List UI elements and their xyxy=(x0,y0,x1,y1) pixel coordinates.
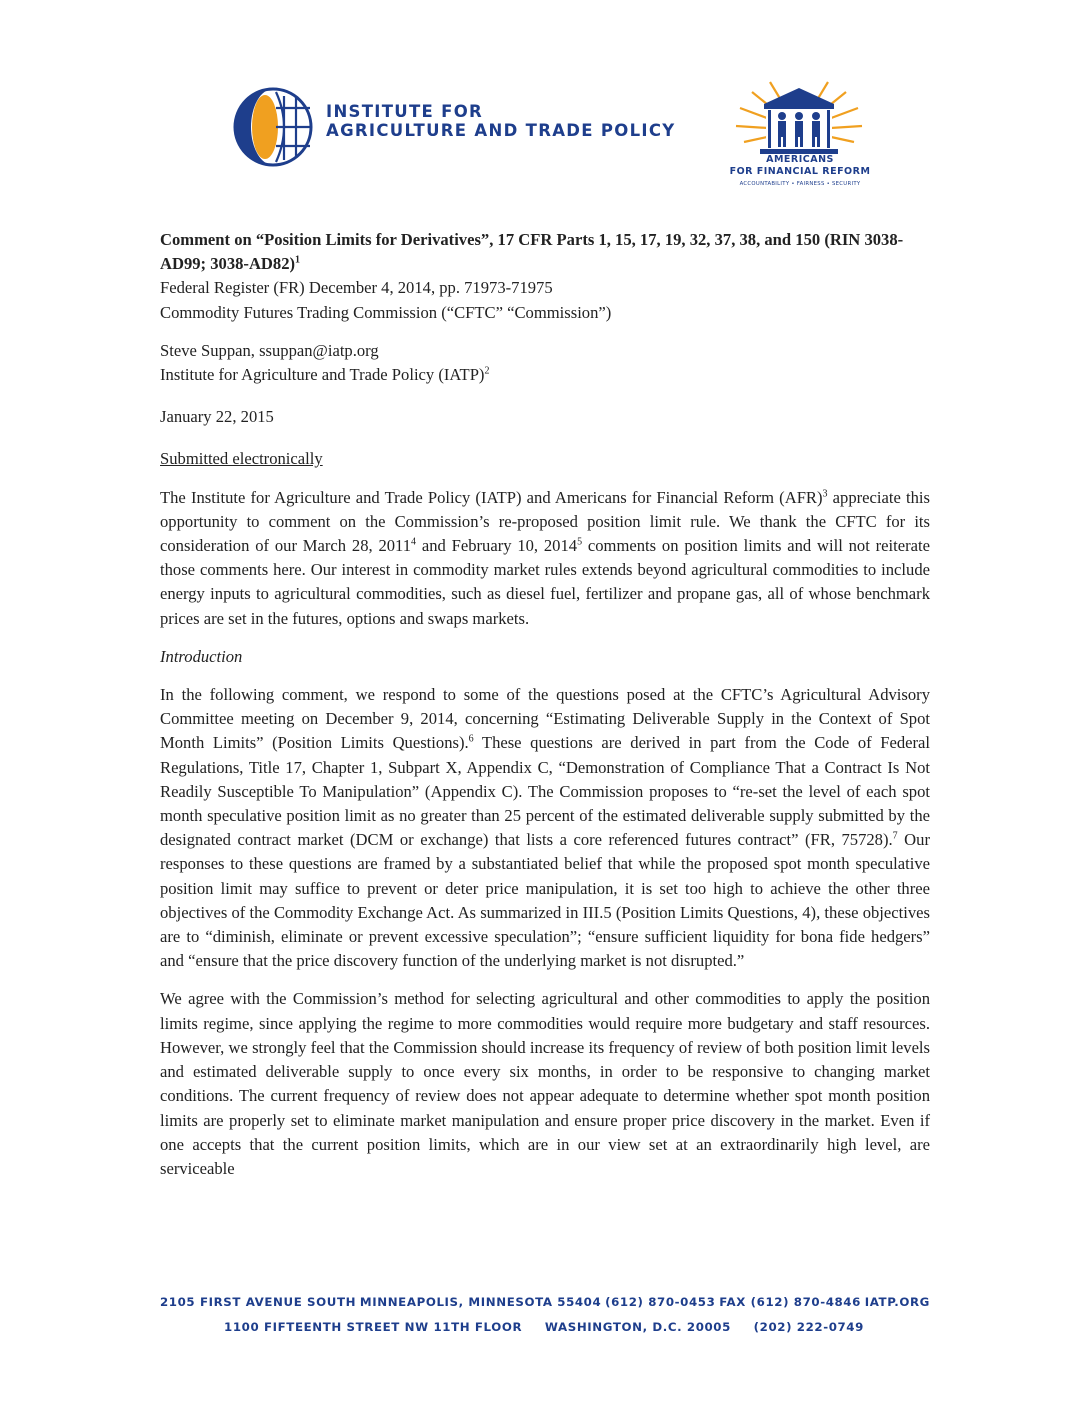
p1-text-a: The Institute for Agriculture and Trade Policy (IATP) and Americans for Financial Reform (AFR) xyxy=(160,487,823,507)
afr-wordmark-line1: AMERICANS xyxy=(766,154,834,165)
afr-wordmark xyxy=(720,154,880,178)
footer-dc-city: WASHINGTON, D.C. 20005 xyxy=(544,1320,731,1334)
afr-tagline: ACCOUNTABILITY • FAIRNESS • SECURITY xyxy=(739,181,861,187)
p2-text-a: In the following comment, we respond to some of the questions posed at the CFTC’s Agricultural Advisory Committee meeting on December 9, 2014, concerning “Estimating Deliverable Supply in the Context of Spot Month Limits” (Position Limits Questions). xyxy=(160,685,930,753)
p1-text-d: comments on position limits and will not reiterate those comments here. Our interest in commodity market rules extends beyond agricultural commodities to include energy inputs to agricultural commodities, such as diesel fuel, fertilizer and propane gas, all of whose benchmark prices are set in the futures, options and swaps markets. xyxy=(160,536,930,628)
footnote-ref-6[interactable]: 6 xyxy=(468,733,474,745)
footnote-ref-3[interactable]: 3 xyxy=(822,488,828,500)
iatp-globe-icon xyxy=(232,86,314,168)
paragraph-review-frequency: We agree with the Commission’s method for selecting agricultural and other commodities to apply the position limits regime, since applying the regime to more commodities would require more budgetary and staff resources. However, we strongly feel that the Commission should increase its frequency of review of both position limit levels and estimated deliverable supply to once every six months, in order to be responsive to changing market conditions. The current frequency of review does not appear adequate to determine whether spot month position limits are properly set to eliminate market manipulation and ensure proper price discovery in the market. Even if one accepts that the current position limits, which are in our view set at an extraordinarily high level, are serviceable xyxy=(160,989,930,1178)
footnote-ref-2[interactable]: 2 xyxy=(484,365,490,377)
footnote-ref-5[interactable]: 5 xyxy=(577,536,583,548)
iatp-wordmark-line2: AGRICULTURE AND TRADE POLICY xyxy=(326,121,676,140)
footer-phone: (612) 870-0453 xyxy=(605,1295,716,1309)
section-heading-introduction: Introduction xyxy=(160,646,243,666)
footer-dc-street: 1100 FIFTEENTH STREET NW 11TH FLOOR xyxy=(224,1320,523,1334)
afr-wordmark-line2: FOR FINANCIAL REFORM xyxy=(729,166,871,177)
submitted-note: Submitted electronically xyxy=(160,449,323,469)
footnote-ref-7[interactable]: 7 xyxy=(892,830,898,842)
organization-text: Institute for Agriculture and Trade Policy (IATP) xyxy=(160,365,485,385)
footer-website-link[interactable]: IATP.ORG xyxy=(864,1295,930,1309)
footnote-ref-1[interactable]: 1 xyxy=(295,254,301,266)
document-title xyxy=(160,228,930,276)
p2-text-b: These questions are derived in part from the Code of Federal Regulations, Title 17, Chapter 1, Subpart X, Appendix C, “Demonstration of Compliance That a Contract Is Not Readily Susceptible To Manipulation” (Appendix C). The Commission proposes to “re-set the level of each spot month speculative position limit as no greater than 25 percent of the estimated deliverable supply submitted by the designated contract market (DCM or exchange) that lists a core referenced futures contract” (FR, 75728). xyxy=(160,733,930,850)
agency-line: Commodity Futures Trading Commission (“CFTC” “Commission”) xyxy=(160,302,612,322)
footer-street: 2105 FIRST AVENUE SOUTH xyxy=(160,1295,357,1309)
afr-sunburst-people-icon xyxy=(734,80,864,158)
iatp-wordmark-line1: INSTITUTE FOR xyxy=(326,102,484,121)
title-line2: 3038-AD99; 3038-AD82) xyxy=(160,230,904,274)
author-line: Steve Suppan, ssuppan@iatp.org xyxy=(160,340,379,360)
footer-fax: FAX (612) 870-4846 xyxy=(719,1295,861,1309)
iatp-logo xyxy=(232,86,676,166)
organization-line xyxy=(160,363,930,387)
register-citation: Federal Register (FR) December 4, 2014, pp. 71973-71975 xyxy=(160,278,553,298)
p1-text-b: appreciate this opportunity to comment on the Commission’s re-proposed position limit rule. We thank the CFTC for its consideration of our March 28, 2011 xyxy=(160,487,930,556)
footer-dc-phone: (202) 222-0749 xyxy=(753,1320,864,1334)
footnote-ref-4[interactable]: 4 xyxy=(411,536,417,548)
paragraph-questions xyxy=(160,683,930,973)
footer-address-minneapolis xyxy=(160,1295,930,1309)
paragraph-intro xyxy=(160,486,930,631)
document-date: January 22, 2015 xyxy=(160,407,274,427)
afr-logo xyxy=(720,80,880,200)
footer-city: MINNEAPOLIS, MINNESOTA 55404 xyxy=(359,1295,602,1309)
iatp-wordmark xyxy=(326,102,676,140)
p1-text-c: and February 10, 2014 xyxy=(416,536,578,556)
footer-address-washington xyxy=(0,1320,1088,1334)
title-line1: Comment on “Position Limits for Derivatives”, 17 CFR Parts 1, 15, 17, 19, 32, 37, 38, and 150 (RIN xyxy=(160,230,861,249)
p2-text-c: Our responses to these questions are framed by a substantiated belief that while the proposed spot month speculative position limit may suffice to prevent or deter price manipulation, it is set too high to achieve the other three objectives of the Commodity Exchange Act. As summarized in III.5 (Position Limits Questions, 4), these objectives are to “diminish, eliminate or prevent excessive speculation”; “ensure sufficient liquidity for bona fide hedgers” and “ensure that the price discovery function of the underlying market is not disrupted.” xyxy=(160,830,930,971)
document-body xyxy=(160,228,930,1181)
